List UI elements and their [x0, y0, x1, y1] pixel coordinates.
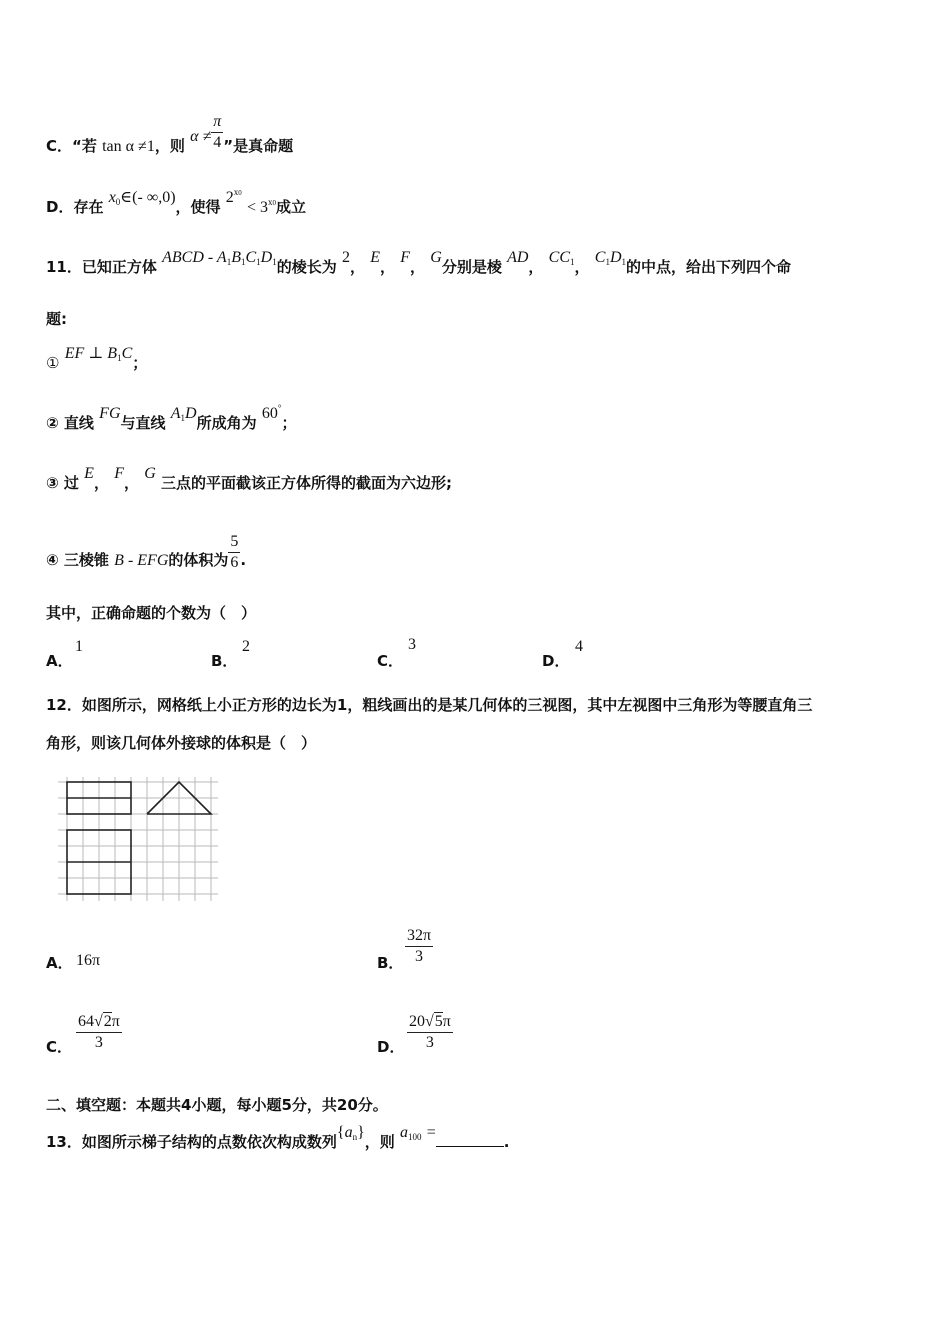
proposition-4: ④ 三棱锥 B - EFG的体积为 $\frac{5}{6}$ . — [46, 533, 247, 571]
option-d-line: D．存在 x0∈(- ∞,0)，使得 $2^{x0} < 3^{x0}$成立 — [46, 187, 307, 216]
q11-option-c-value: 3 — [408, 636, 416, 653]
q11-option-b-label[interactable]: B． — [211, 652, 238, 670]
q12-option-a-label[interactable]: A． — [46, 954, 73, 972]
q11-option-c-label[interactable]: C． — [377, 652, 404, 670]
answer-blank[interactable] — [436, 1130, 504, 1147]
proposition-1: ① EF ⊥ B1C； — [46, 345, 148, 372]
tan-condition: tan α ≠1 — [102, 138, 155, 155]
q11-stem: 11．已知正方体 ABCD - A1B1C1D1的棱长为 2， E， F， G分别是棱 AD， CC1， C1D1的中点，给出下列四个命 — [46, 249, 792, 276]
q11-option-d-label[interactable]: D． — [542, 652, 570, 670]
bold-view-outlines — [67, 782, 211, 894]
q11-option-b-value: 2 — [242, 638, 250, 655]
proposition-3: ③ 过 E， F， G 三点的平面截该正方体所得的截面为六边形; — [46, 465, 453, 492]
three-view-figure — [58, 777, 220, 903]
q12-stem-line2: 角形，则该几何体外接球的体积是（ ） — [46, 734, 317, 752]
q12-option-d-label[interactable]: D． — [377, 1038, 405, 1056]
q12-option-d-value: $\frac{20√5\pi}{3}$ — [409, 1013, 451, 1051]
section-heading: 二、填空题：本题共4小题，每小题5分，共20分。 — [46, 1096, 388, 1114]
q12-stem-line1: 12．如图所示，网格纸上小正方形的边长为1，粗线画出的是某几何体的三视图，其中左视图中三角形为等腰直角三 — [46, 696, 813, 714]
q12-option-a-value: 16π — [76, 952, 101, 969]
option-c-line: C．“若 tan α ≠1，则 α ≠ $\frac{\pi}{4}$ ”是真命题 — [46, 113, 294, 155]
q12-option-b-label[interactable]: B． — [377, 954, 404, 972]
q12-option-b-value: $\frac{32\pi}{3}$ — [407, 927, 432, 965]
proposition-2: ② 直线 FG与直线 A1D所成角为 60°； — [46, 403, 297, 432]
q13-stem: 13．如图所示梯子结构的点数依次构成数列{an}，则 a100 =. — [46, 1124, 510, 1151]
q11-ask: 其中，正确命题的个数为（ ） — [46, 604, 257, 622]
q11-option-a-value: 1 — [75, 638, 83, 655]
q11-stem-cont: 题: — [46, 310, 67, 328]
q11-option-d-value: 4 — [575, 638, 583, 655]
q12-option-c-label[interactable]: C． — [46, 1038, 73, 1056]
grid-lines — [58, 777, 218, 901]
q11-option-a-label[interactable]: A． — [46, 652, 73, 670]
q12-option-c-value: $\frac{64√2\pi}{3}$ — [78, 1013, 120, 1051]
